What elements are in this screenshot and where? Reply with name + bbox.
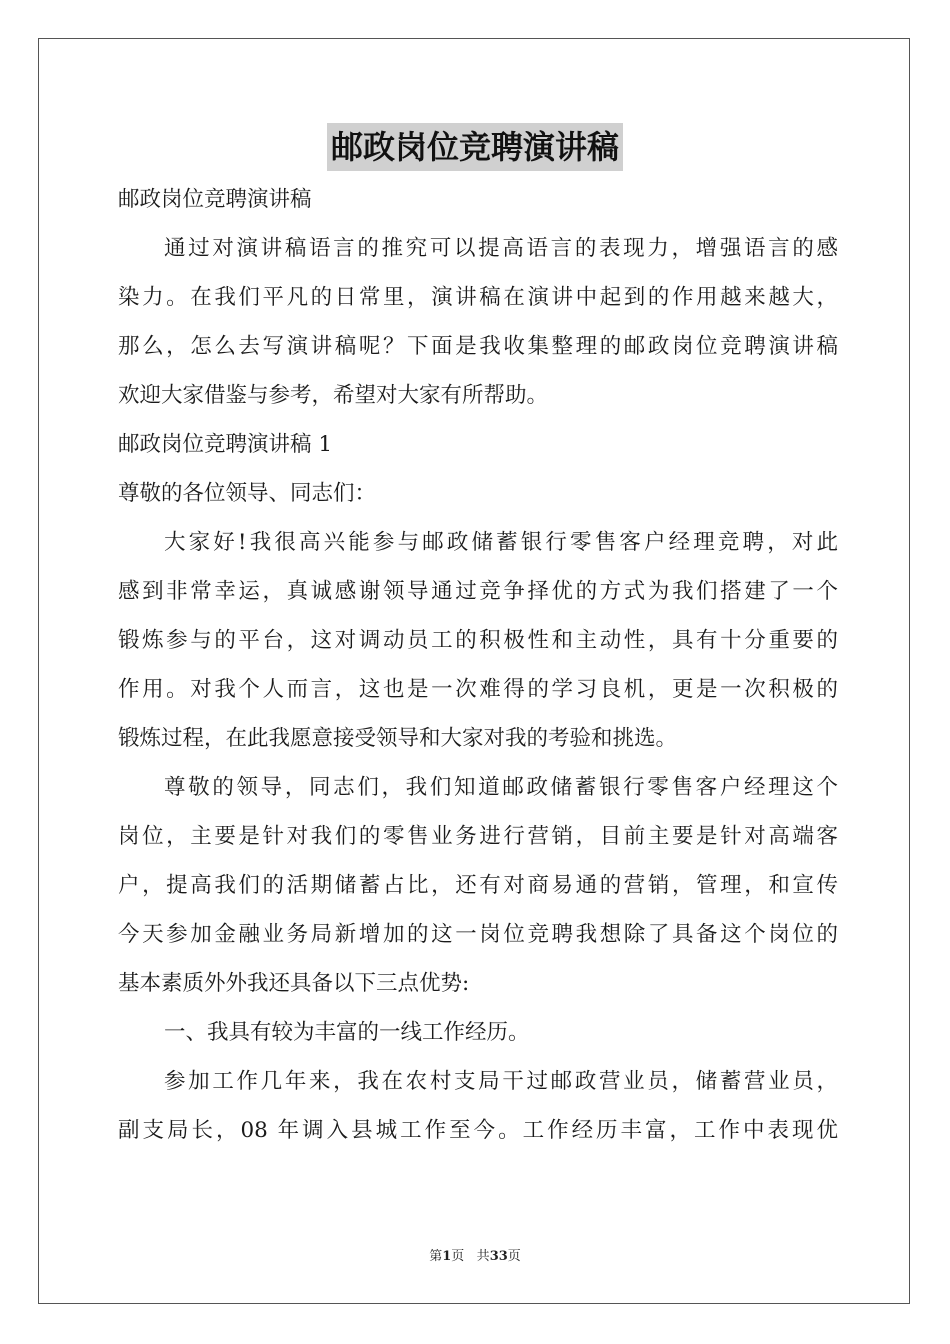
- footer-total-prefix: 共: [476, 1249, 490, 1264]
- footer-page-suffix: 页: [451, 1249, 465, 1264]
- subtitle-line: 邮政岗位竞聘演讲稿: [118, 187, 312, 212]
- footer-page-number: 1: [442, 1249, 452, 1264]
- paragraph-line: 副支局长，08 年调入县城工作至今。工作经历丰富，工作中表现优: [118, 1118, 838, 1143]
- document-body: [118, 175, 838, 1155]
- footer-total-suffix: 页: [507, 1249, 521, 1264]
- paragraph-line: 尊敬的领导，同志们，我们知道邮政储蓄银行零售客户经理这个: [164, 775, 838, 800]
- footer-total-pages: 33: [489, 1249, 508, 1264]
- footer-page-prefix: 第: [429, 1249, 443, 1264]
- paragraph-line: 那么，怎么去写演讲稿呢？下面是我收集整理的邮政岗位竞聘演讲稿: [118, 334, 838, 359]
- list-item-heading: 一、我具有较为丰富的一线工作经历。: [164, 1020, 530, 1045]
- salutation-line: 尊敬的各位领导、同志们：: [118, 481, 377, 506]
- page-footer: [0, 1247, 950, 1267]
- document-title: 邮政岗位竞聘演讲稿: [327, 123, 623, 171]
- title-container: [0, 123, 950, 171]
- paragraph-line: 染力。在我们平凡的日常里，演讲稿在演讲中起到的作用越来越大，: [118, 285, 838, 310]
- paragraph-line: 参加工作几年来，我在农村支局干过邮政营业员，储蓄营业员，: [164, 1069, 838, 1094]
- paragraph-line: 基本素质外外我还具备以下三点优势:: [118, 971, 470, 996]
- paragraph-line: 大家好!我很高兴能参与邮政储蓄银行零售客户经理竞聘，对此: [164, 530, 838, 555]
- paragraph-line: 锻炼过程，在此我愿意接受领导和大家对我的考验和挑选。: [118, 726, 678, 751]
- paragraph-line: 户，提高我们的活期储蓄占比，还有对商易通的营销，管理，和宣传: [118, 873, 838, 898]
- paragraph-line: 感到非常幸运，真诚感谢领导通过竞争择优的方式为我们搭建了一个: [118, 579, 838, 604]
- paragraph-line: 通过对演讲稿语言的推究可以提高语言的表现力，增强语言的感: [164, 236, 838, 261]
- section-heading: 邮政岗位竞聘演讲稿 1: [118, 432, 333, 457]
- paragraph-line: 锻炼参与的平台，这对调动员工的积极性和主动性，具有十分重要的: [118, 628, 838, 653]
- paragraph-line: 今天参加金融业务局新增加的这一岗位竞聘我想除了具备这个岗位的: [118, 922, 838, 947]
- paragraph-line: 作用。对我个人而言，这也是一次难得的学习良机，更是一次积极的: [118, 677, 838, 702]
- paragraph-line: 岗位，主要是针对我们的零售业务进行营销，目前主要是针对高端客: [118, 824, 838, 849]
- paragraph-line: 欢迎大家借鉴与参考，希望对大家有所帮助。: [118, 383, 549, 408]
